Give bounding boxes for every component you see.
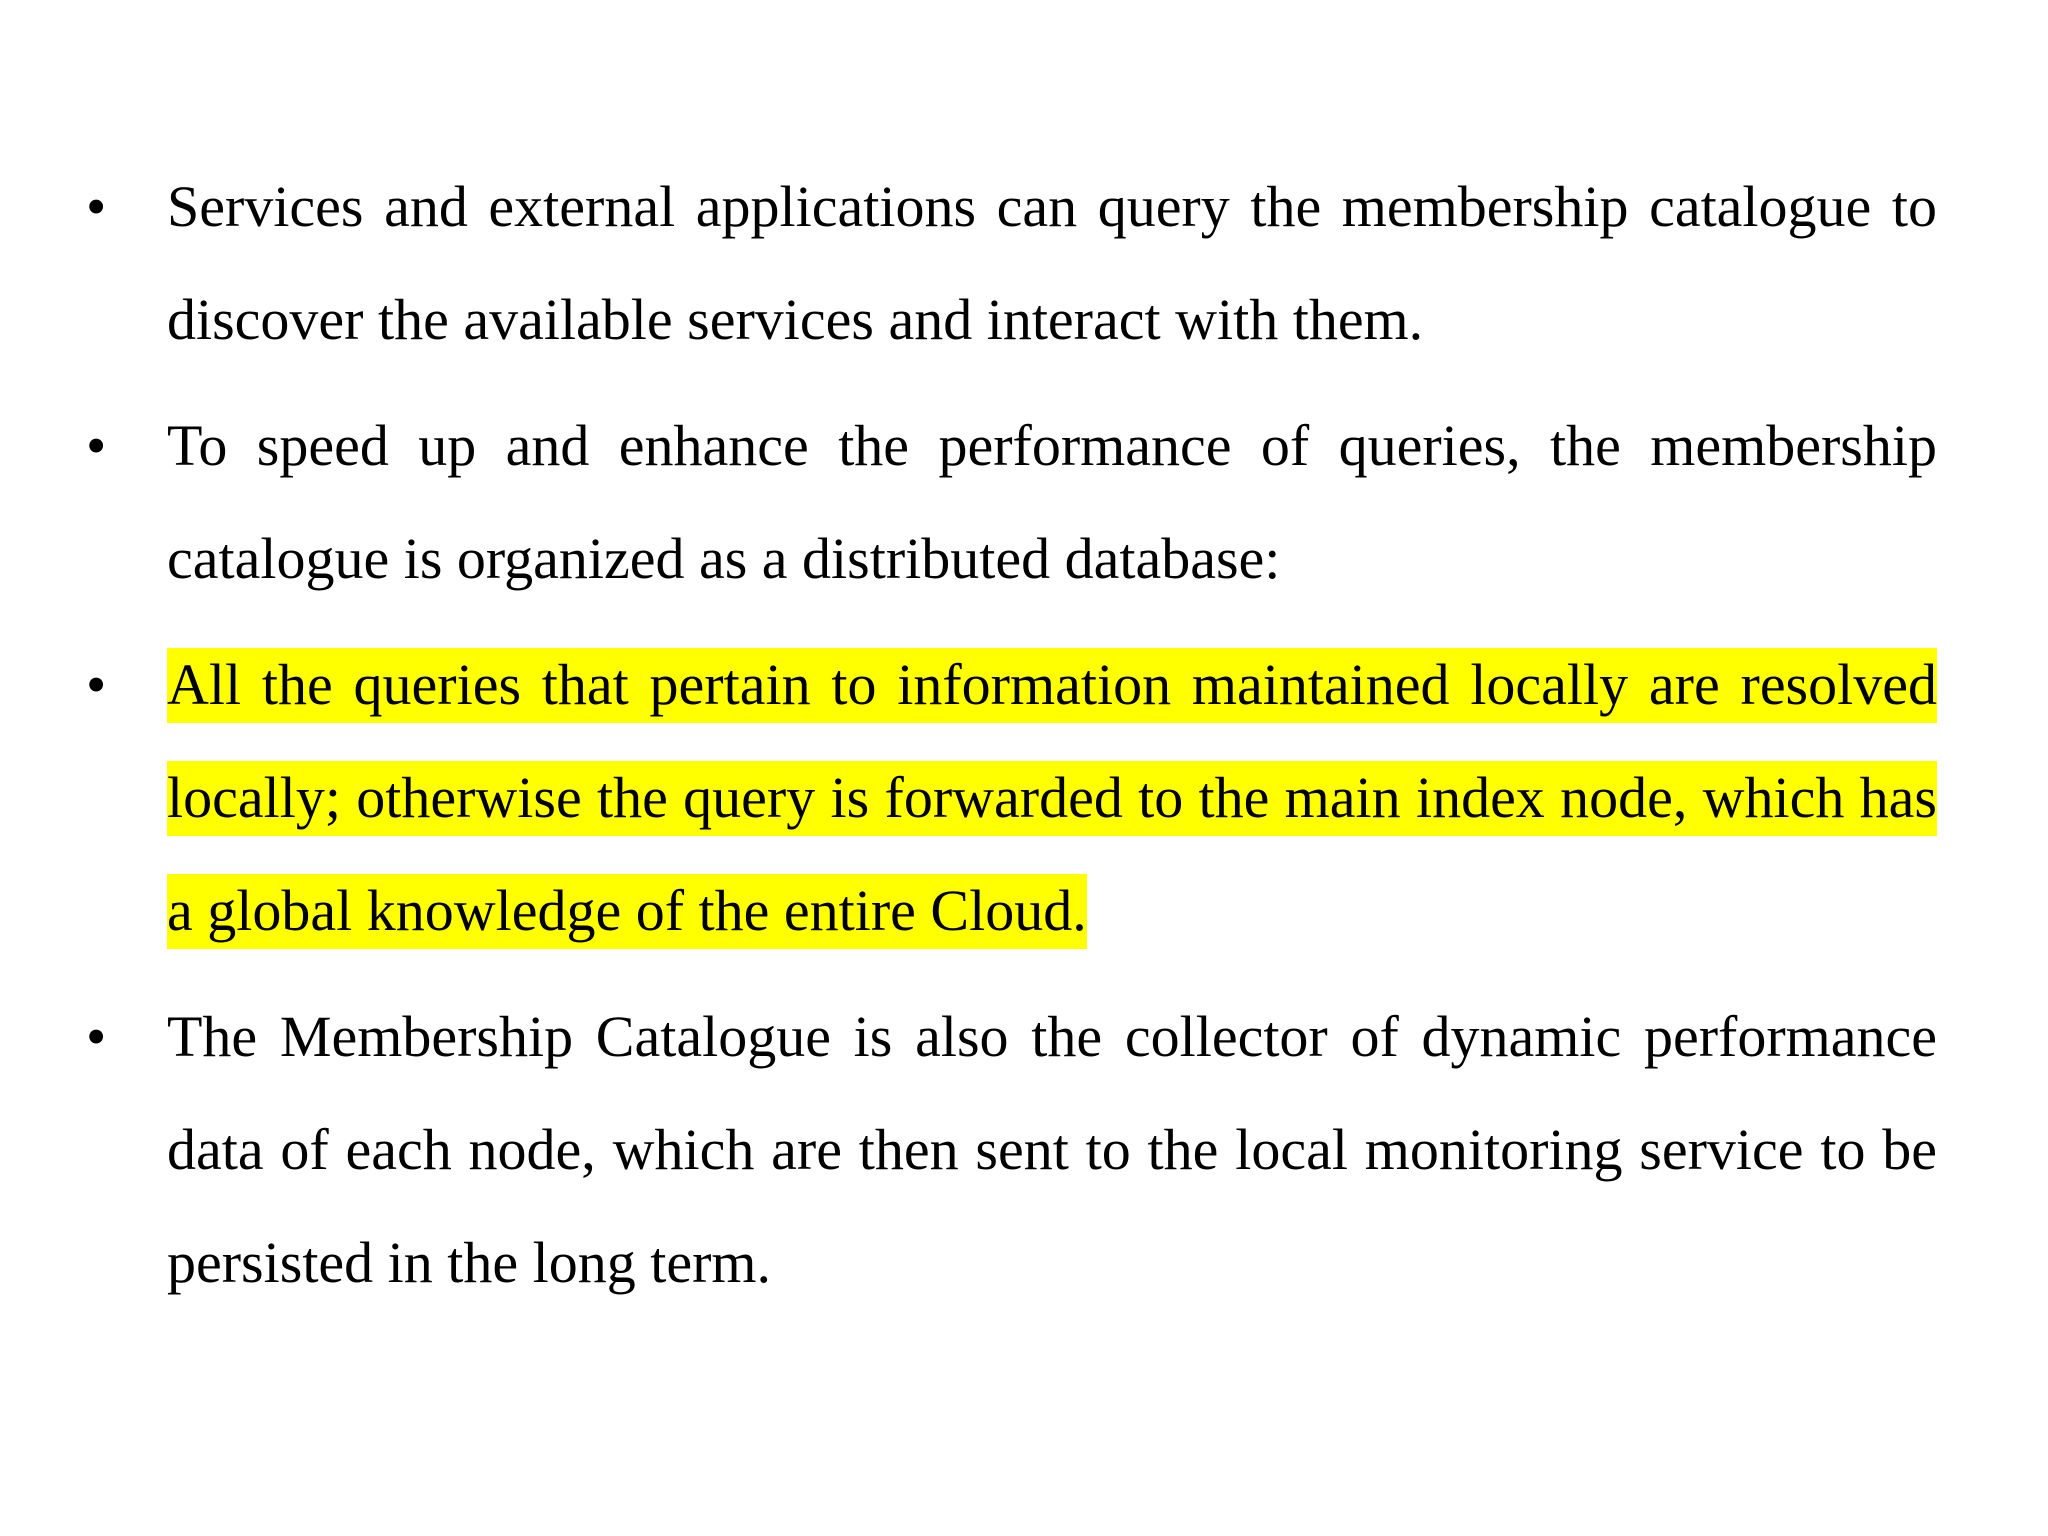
bullet-text: Services and external applications can query the membership catalogue to discover the available services and interact with them. <box>167 174 1937 352</box>
bullet-text-highlighted <box>167 628 1937 967</box>
bullet-marker: • <box>86 413 107 478</box>
bullet-marker: • <box>86 1004 107 1069</box>
bullet-item-services-query <box>0 150 2048 376</box>
bullet-marker: • <box>86 652 107 717</box>
bullet-text: The Membership Catalogue is also the collector of dynamic performance data of each node, which are then sent to the local monitoring service to be persisted in the long term. <box>167 1004 1937 1295</box>
bullet-text: To speed up and enhance the performance of queries, the membership catalogue is organized as a distributed database: <box>167 413 1937 591</box>
bullet-item-performance-data <box>0 980 2048 1319</box>
bullet-item-distributed-database <box>0 389 2048 615</box>
bullet-item-local-queries-highlighted <box>0 628 2048 967</box>
highlighted-text: All the queries that pertain to information maintained locally are resolved locally; otherwise the query is forwarded to the main index node, which has a global knowledge of the entire Cloud. <box>167 648 1937 949</box>
bullet-list <box>0 150 2048 1332</box>
bullet-marker: • <box>86 174 107 239</box>
